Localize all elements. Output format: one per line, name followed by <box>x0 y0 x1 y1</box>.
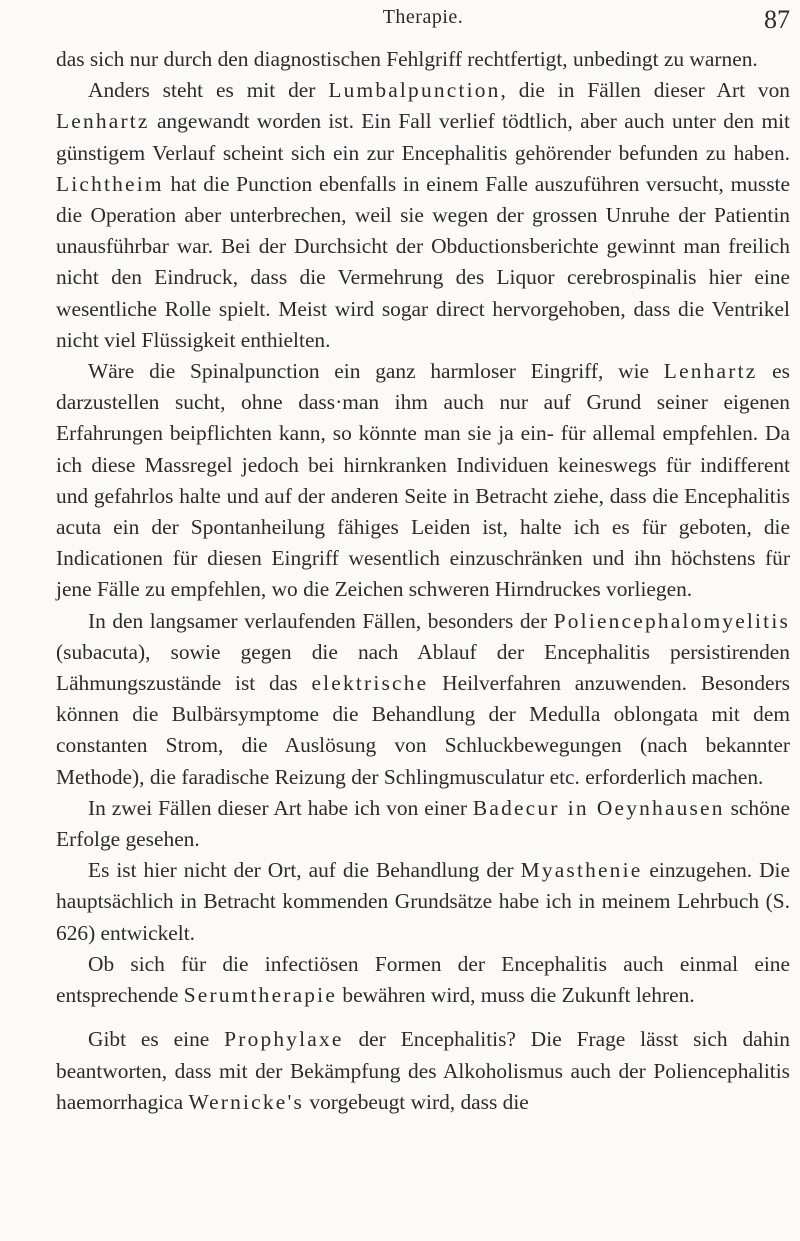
paragraph <box>56 356 790 606</box>
text-run: , die in Fällen dieser Art von <box>500 78 790 103</box>
spaced-emphasis: Wernicke's <box>188 1089 305 1114</box>
spaced-emphasis: Lumbalpunction <box>328 78 501 103</box>
text-run: Wäre die Spinalpunction ein ganz harmloser Eingriff, wie <box>88 359 664 384</box>
spaced-emphasis: Lenhartz <box>663 359 758 384</box>
paragraph <box>56 75 790 356</box>
text-run: Heilverfahren anzuwenden. Besonders können die Bulbärsymptome die Behandlung der Medulla oblongata mit dem constanten Strom, die Auslösung von Schluckbewegungen (nach bekannter Methode), die faradische Reizung der Schlingmusculatur etc. erforderlich machen. <box>56 671 790 789</box>
paragraph <box>56 606 790 793</box>
page-header <box>56 6 790 36</box>
text-run: das sich nur durch den diagnostischen Fehlgriff rechtfertigt, unbedingt zu warnen. <box>56 47 758 71</box>
spaced-emphasis: Lenhartz <box>56 109 150 134</box>
page-number: 87 <box>764 5 790 34</box>
spaced-emphasis: Myasthenie <box>520 858 643 883</box>
text-run: es darzustellen sucht, ohne dass·man ihm auch nur auf Grund seiner eigenen Erfahrungen beipflichten kann, so könnte man sie ja ein- für allemal empfehlen. Da ich diese Massregel jedoch bei hirnkranken Individuen keineswegs für indifferent und gefahrlos halte und auf der anderen Seite in Betracht ziehe, dass die Encephalitis acuta ein der Spontanheilung fähiges Leiden ist, halte ich es für geboten, die Indicationen für diesen Eingriff wesentlich einzuschränken und ihn höchstens für jene Fälle zu empfehlen, wo die Zeichen schweren Hirndruckes vorliegen. <box>56 359 791 602</box>
text-run: Anders steht es mit der <box>88 78 329 103</box>
spaced-emphasis: Badecur in Oeynhausen <box>472 795 725 820</box>
text-run: der Encephalitis? Die Frage lässt sich dahin beantworten, dass mit der Bekämpfung des Alkoholismus auch der Poliencephalitis haemorrhagica <box>56 1027 790 1114</box>
paragraph <box>56 949 790 1011</box>
text-run: In den langsamer verlaufenden Fällen, besonders der <box>88 608 554 633</box>
body-text <box>56 44 790 1118</box>
paragraph <box>56 855 790 949</box>
spaced-emphasis: Lichtheim <box>56 171 164 196</box>
text-run: hat die Punction ebenfalls in einem Falle auszuführen versucht, musste die Operation aber unterbrechen, weil sie wegen der grossen Unruhe der Patientin unausführbar war. Bei der Durchsicht der Obductionsberichte gewinnt man freilich nicht den Eindruck, dass die Vermehrung des Liquor cerebrospinalis hier eine wesentliche Rolle spielt. Meist wird sogar direct hervorgehoben, dass die Ventrikel nicht viel Flüssigkeit enthielten. <box>56 171 790 352</box>
text-run: schöne Erfolge gesehen. <box>56 795 790 852</box>
text-run: Gibt es eine <box>88 1027 225 1052</box>
text-run: (subacuta), sowie gegen die nach Ablauf der Encephalitis persistirenden Lähmungszustände ist das <box>56 639 790 696</box>
spaced-emphasis: Prophylaxe <box>224 1027 344 1052</box>
spaced-emphasis: Serumtherapie <box>183 983 338 1008</box>
text-run: angewandt worden ist. Ein Fall verlief tödtlich, aber auch unter den mit günstigem Verlauf scheint sich ein zur Encephalitis gehörender befunden zu haben. <box>56 109 790 165</box>
text-run: vorgebeugt wird, dass die <box>304 1089 529 1114</box>
running-title: Therapie. <box>382 6 464 28</box>
paragraph <box>56 44 790 75</box>
text-run: einzugehen. Die hauptsächlich in Betracht kommenden Grundsätze habe ich in meinem Lehrbuch (S. 626) entwickelt. <box>56 858 790 945</box>
text-run: Es ist hier nicht der Ort, auf die Behandlung der <box>88 858 521 883</box>
spaced-emphasis: elektrische <box>311 671 429 696</box>
text-run: In zwei Fällen dieser Art habe ich von einer <box>88 795 473 820</box>
text-run: Ob sich für die infectiösen Formen der Encephalitis auch einmal eine entsprechende <box>56 951 790 1008</box>
paragraph <box>56 1024 790 1118</box>
text-run: bewähren wird, muss die Zukunft lehren. <box>337 983 695 1008</box>
paragraph <box>56 793 790 855</box>
spaced-emphasis: Poliencephalomyelitis <box>553 608 790 633</box>
